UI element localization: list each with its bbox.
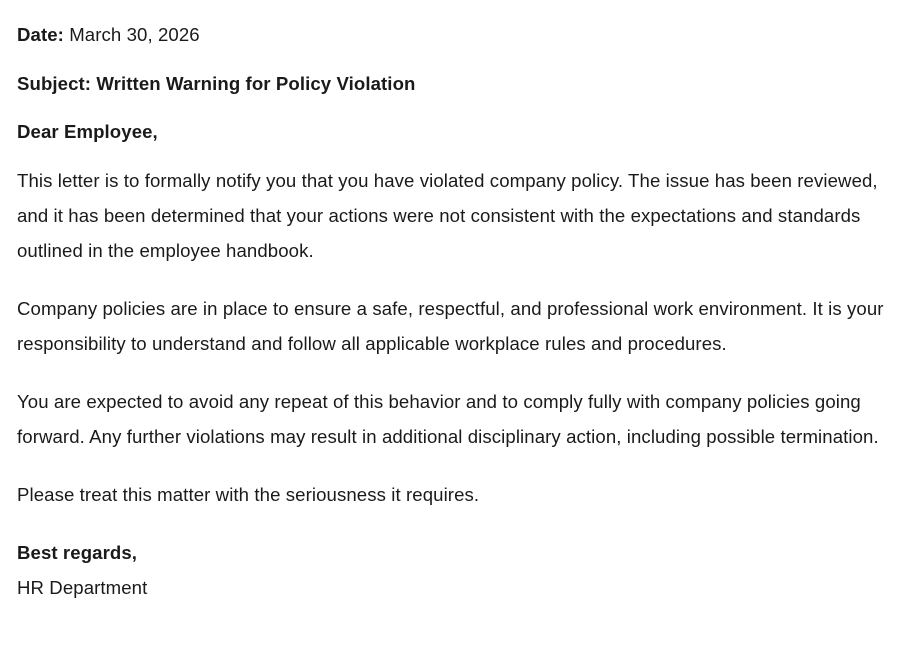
body-paragraph-4: Please treat this matter with the seriousness it requires. [17,483,480,505]
sign-off: Best regards, [17,541,138,563]
date-label: Date: [17,24,64,45]
date-line [17,17,885,52]
salutation: Dear Employee, [17,121,158,142]
subject-line: Subject: Written Warning for Policy Violation [17,72,416,94]
body-paragraph-1: This letter is to formally notify you that you have violated company policy. The issue has been reviewed, and it has been determined that your actions were not consistent with the expectations and standards outlined in the employee handbook. [17,169,878,261]
body-paragraph-2: Company policies are in place to ensure a safe, respectful, and professional work environment. It is your responsibility to understand and follow all applicable workplace rules and procedures. [17,297,884,354]
date-value: March 30, 2026 [63,24,200,45]
signature: HR Department [17,576,148,598]
closing-block [17,535,885,605]
body-paragraph-3: You are expected to avoid any repeat of this behavior and to comply fully with company policies going forward. Any further violations may result in additional disciplinary action, including possible termination. [17,390,879,447]
letter-body [17,17,885,605]
